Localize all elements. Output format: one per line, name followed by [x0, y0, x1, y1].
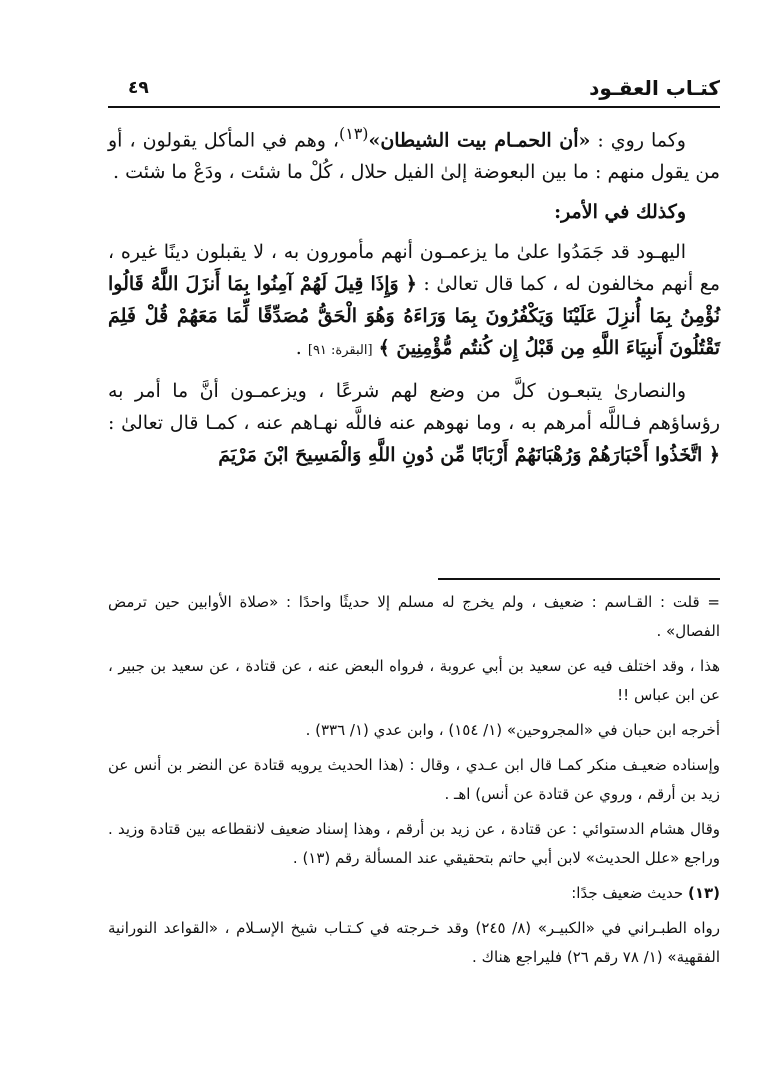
footnote-line: وإسناده ضعيـف منكر كمـا قال ابن عـدي ، وقال : (هذا الحديث يرويه قتادة عن النضر بن أنس عن زيد بن أرقم ، وروي عن قتادة عن أنس) اهـ .	[108, 756, 720, 803]
main-text	[108, 118, 720, 479]
paragraph-2: وكذلك في الأمر:	[554, 201, 686, 224]
running-title: كتـاب العقـود	[589, 76, 720, 100]
paragraph-1	[108, 118, 720, 188]
footnote-divider	[438, 578, 720, 580]
verse-ref: [البقرة: ٩١]	[307, 343, 373, 359]
page-header	[108, 74, 720, 108]
footnote-line: وقال هشام الدستوائي : عن قتادة ، عن زيد بن أرقم ، وهذا إسناد ضعيف لانقطاعه بين قتادة وزيد . وراجع «علل الحديث» لابن أبي حاتم بتحقيقي عند المسألة رقم (١٣) .	[108, 820, 720, 867]
footnote-number: (١٣)	[687, 884, 720, 902]
footnote-line: = قلت : القـاسم : ضعيف ، ولم يخرج له مسلم إلا حديثًا واحدًا : «صلاة الأوابين حين ترمض الفصال» .	[108, 593, 720, 640]
paragraph-4	[108, 375, 720, 471]
paragraph-3	[108, 236, 720, 367]
footnote-line: هذا ، وقد اختلف فيه عن سعيد بن أبي عروبة ، فرواه البعض عنه ، عن قتادة ، عن سعيد بن جبير ، عن ابن عباس !!	[108, 657, 720, 704]
para3-end: .	[295, 337, 308, 360]
para1-rest: ، وهم في المأكل يقولون ، أو من يقول منهم : ما بين البعوضة إلىٰ الفيل حلال ، كُلْ ما شئت ، ودَعْ ما شئت .	[108, 129, 720, 184]
footnote-line: رواه الطبـراني في «الكبيـر» (٨/ ٢٤٥) وقد خـرجته في كـتـاب شيخ الإسـلام ، «القواعد النورانية الفقهية» (١/ ٧٨ رقم ٢٦) فليراجع هناك .	[108, 919, 720, 966]
quran-verse-1: ﴿ وَإِذَا قِيلَ لَهُمْ آمِنُوا بِمَا أَنزَلَ اللَّهُ قَالُوا نُؤْمِنُ بِمَا أُنزِلَ عَلَيْنَا وَيَكْفُرُونَ بِمَا وَرَاءَهُ وَهُوَ الْحَقُّ مُصَدِّقًا لِّمَا مَعَهُمْ قُلْ فَلِمَ تَقْتُلُونَ أَنبِيَاءَ اللَّهِ مِن قَبْلُ إِن كُنتُم مُّؤْمِنِينَ ﴾	[108, 273, 720, 360]
para1-intro: وكما روي :	[590, 129, 686, 152]
quran-verse-2: ﴿ اتَّخَذُوا أَحْبَارَهُمْ وَرُهْبَانَهُمْ أَرْبَابًا مِّن دُونِ اللَّهِ وَالْمَسِيحَ ابْنَ مَرْيَمَ	[218, 444, 720, 467]
footnotes	[108, 588, 720, 978]
hadith-quote: «أن الحمـام بيت الشيطان»	[368, 129, 591, 152]
page-number: ٤٩	[128, 78, 149, 98]
footnote-ref: (١٣)	[339, 124, 369, 143]
footnote-13	[108, 879, 720, 908]
para4-text: والنصارىٰ يتبعـون كلَّ من وضع لهم شرعًا ، ويزعمـون أنَّ ما أمر به رؤساؤهم فـاللَّه أمرهم به ، وما نهوهم عنه فاللَّه نهـاهم عنه ، كمـا قال تعالىٰ :	[108, 380, 720, 435]
footnote-line: أخرجه ابن حبان في «المجروحين» (١/ ١٥٤) ، وابن عدي (١/ ٣٣٦) .	[305, 721, 720, 739]
para3-text: اليهـود قد جَمَدُوا علىٰ ما يزعمـون أنهم مأمورون به ، لا يقبلون دينًا غيره ، مع أنهم مخالفون له ، كما قال تعالىٰ :	[108, 241, 720, 296]
footnote-13-text: حديث ضعيف جدًا:	[571, 884, 688, 902]
